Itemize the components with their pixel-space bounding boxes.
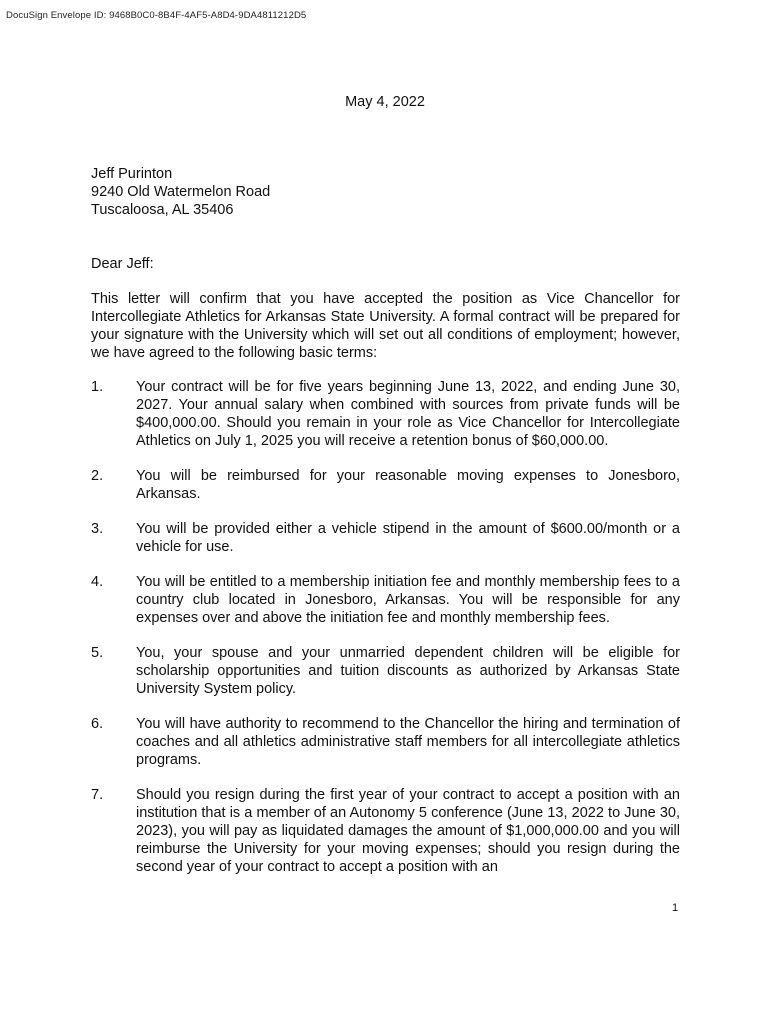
term-item [91, 715, 680, 769]
term-text: You will be reimbursed for your reasonable moving expenses to Jonesboro, Arkansas. [136, 468, 680, 502]
term-item [91, 786, 680, 876]
term-text: You, your spouse and your unmarried dependent children will be eligible for scholarship opportunities and tuition discounts as authorized by Arkansas State University System policy. [136, 645, 680, 697]
term-text: You will be provided either a vehicle stipend in the amount of $600.00/month or a vehicle for use. [136, 521, 680, 555]
letter-date: May 4, 2022 [345, 94, 425, 110]
intro-paragraph: This letter will confirm that you have accepted the position as Vice Chancellor for Intercollegiate Athletics for Arkansas State University. A formal contract will be prepared for your signature with the University which will set out all conditions of employment; however, we have agreed to the following basic terms: [91, 291, 680, 361]
term-text: Your contract will be for five years beginning June 13, 2022, and ending June 30, 2027. Your annual salary when combined with sources from private funds will be $400,000.00. Should you remain in your role as Vice Chancellor for Intercollegiate Athletics on July 1, 2025 you will receive a retention bonus of $60,000.00. [136, 379, 680, 449]
term-number: 4. [91, 574, 104, 590]
term-item [91, 378, 680, 450]
term-number: 1. [91, 379, 104, 395]
term-text: You will have authority to recommend to the Chancellor the hiring and termination of coaches and all athletics administrative staff members for all intercollegiate athletics programs. [136, 716, 680, 768]
page-number: 1 [672, 902, 679, 914]
term-text: Should you resign during the first year of your contract to accept a position with an institution that is a member of an Autonomy 5 conference (June 13, 2022 to June 30, 2023), you will pay as liquidated damages the amount of $1,000,000.00 and you will reimburse the University for your moving expenses; should you resign during the second year of your contract to accept a position with an [136, 787, 680, 875]
term-number: 6. [91, 716, 104, 732]
recipient-name: Jeff Purinton [91, 166, 173, 182]
term-text: You will be entitled to a membership initiation fee and monthly membership fees to a country club located in Jonesboro, Arkansas. You will be responsible for any expenses over and above the initiation fee and monthly membership fees. [136, 574, 680, 626]
term-item [91, 644, 680, 698]
term-number: 2. [91, 468, 104, 484]
recipient-street: 9240 Old Watermelon Road [91, 184, 271, 200]
terms-list [91, 378, 680, 893]
term-number: 5. [91, 645, 104, 661]
term-number: 7. [91, 787, 104, 803]
term-item [91, 467, 680, 503]
recipient-address [91, 165, 270, 219]
term-number: 3. [91, 521, 104, 537]
recipient-city: Tuscaloosa, AL 35406 [91, 202, 234, 218]
term-item [91, 520, 680, 556]
term-item [91, 573, 680, 627]
salutation: Dear Jeff: [91, 256, 154, 272]
envelope-id: DocuSign Envelope ID: 9468B0C0-8B4F-4AF5-A8D4-9DA4811212D5 [6, 10, 307, 21]
